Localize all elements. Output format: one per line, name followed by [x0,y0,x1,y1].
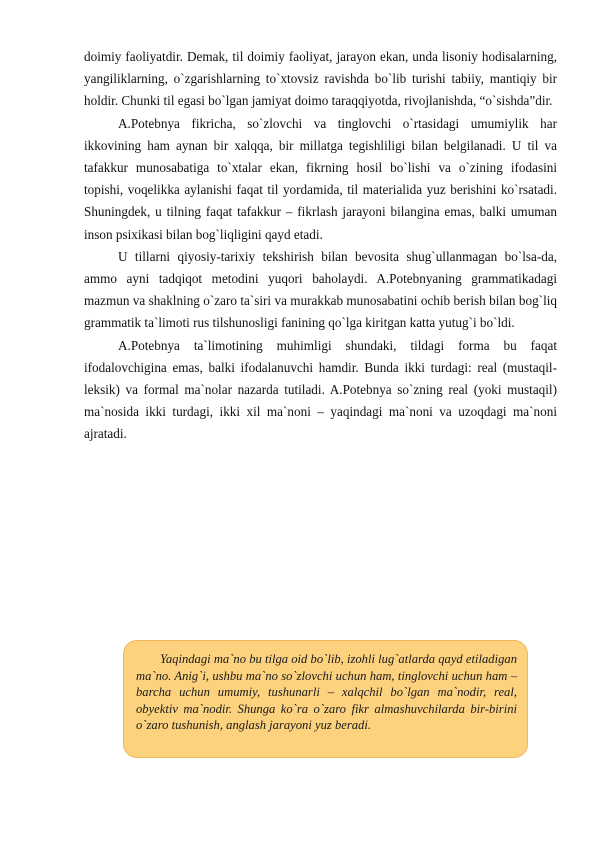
definition-callout-box [123,640,528,758]
paragraph-3: U tillarni qiyosiy-tarixiy tekshirish bilan bevosita shug`ullanmagan bo`lsa-da, ammo ayni tadqiqot metodini yuqori baholaydi. A.Potebnyaning grammatikadagi mazmun va shaklning o`zaro ta`siri va murakkab munosabatini ochib berish bilan bog`liq grammatik ta`limoti rus tilshunosligi fanining qo`lga kiritgan katta yutug`i bo`ldi. [84,248,557,331]
paragraph-4: A.Potebnya ta`limotining muhimligi shundaki, tildagi forma bu faqat ifodalovchigina emas, balki ifodalanuvchi hamdir. Bunda ikki turdagi: real (mustaqil-leksik) va formal ma`nolar nazarda tutiladi. A.Potebnya so`zning real (yoki mustaqil) ma`nosida ikki turdagi, ikki xil ma`noni – yaqindagi ma`noni va uzoqdagi ma`noni ajratadi. [84,337,557,442]
paragraph-1: doimiy faoliyatdir. Demak, til doimiy faoliyat, jarayon ekan, unda lisoniy hodisalarning, yangiliklarning, o`zgarishlarning to`xtovsiz ravishda bo`lib turishi tabiiy, mantiqiy bir holdir. Chunki til egasi bo`lgan jamiyat doimo taraqqiyotda, rivojlanishda, “o`sishda”dir. [84,49,557,109]
callout-text: Yaqindagi ma`no bu tilga oid bo`lib, izohli lug`atlarda qayd etiladigan ma`no. Anig`i, ushbu ma`no so`zlovchi uchun ham, tinglovchi uchun ham – barcha uchun umumiy, tushunarli – xalqchil bo`lgan ma`nodir, real, obyektiv ma`nodir. Shunga ko`ra o`zaro fikr almashuvchilarda bir-birini o`zaro tushunish, anglash jarayoni yuz beradi. [136,652,517,733]
document-body [84,46,557,446]
paragraph-2: A.Potebnya fikricha, so`zlovchi va tinglovchi o`rtasidagi umumiylik har ikkovining ham aynan bir xalqqa, bir millatga tegishliligi bilan belgilanadi. U til va tafakkur munosabatiga to`xtalar ekan, fikrning hosil bo`lishi va o`zining ifodasini topishi, voqelikka aylanishi faqat til yordamida, til materialida yuz berishini ko`rsatadi. Shuningdek, u tilning faqat tafakkur – fikrlash jarayoni bilangina emas, balki umuman inson psixikasi bilan bog`liqligini qayd etadi. [84,115,557,242]
